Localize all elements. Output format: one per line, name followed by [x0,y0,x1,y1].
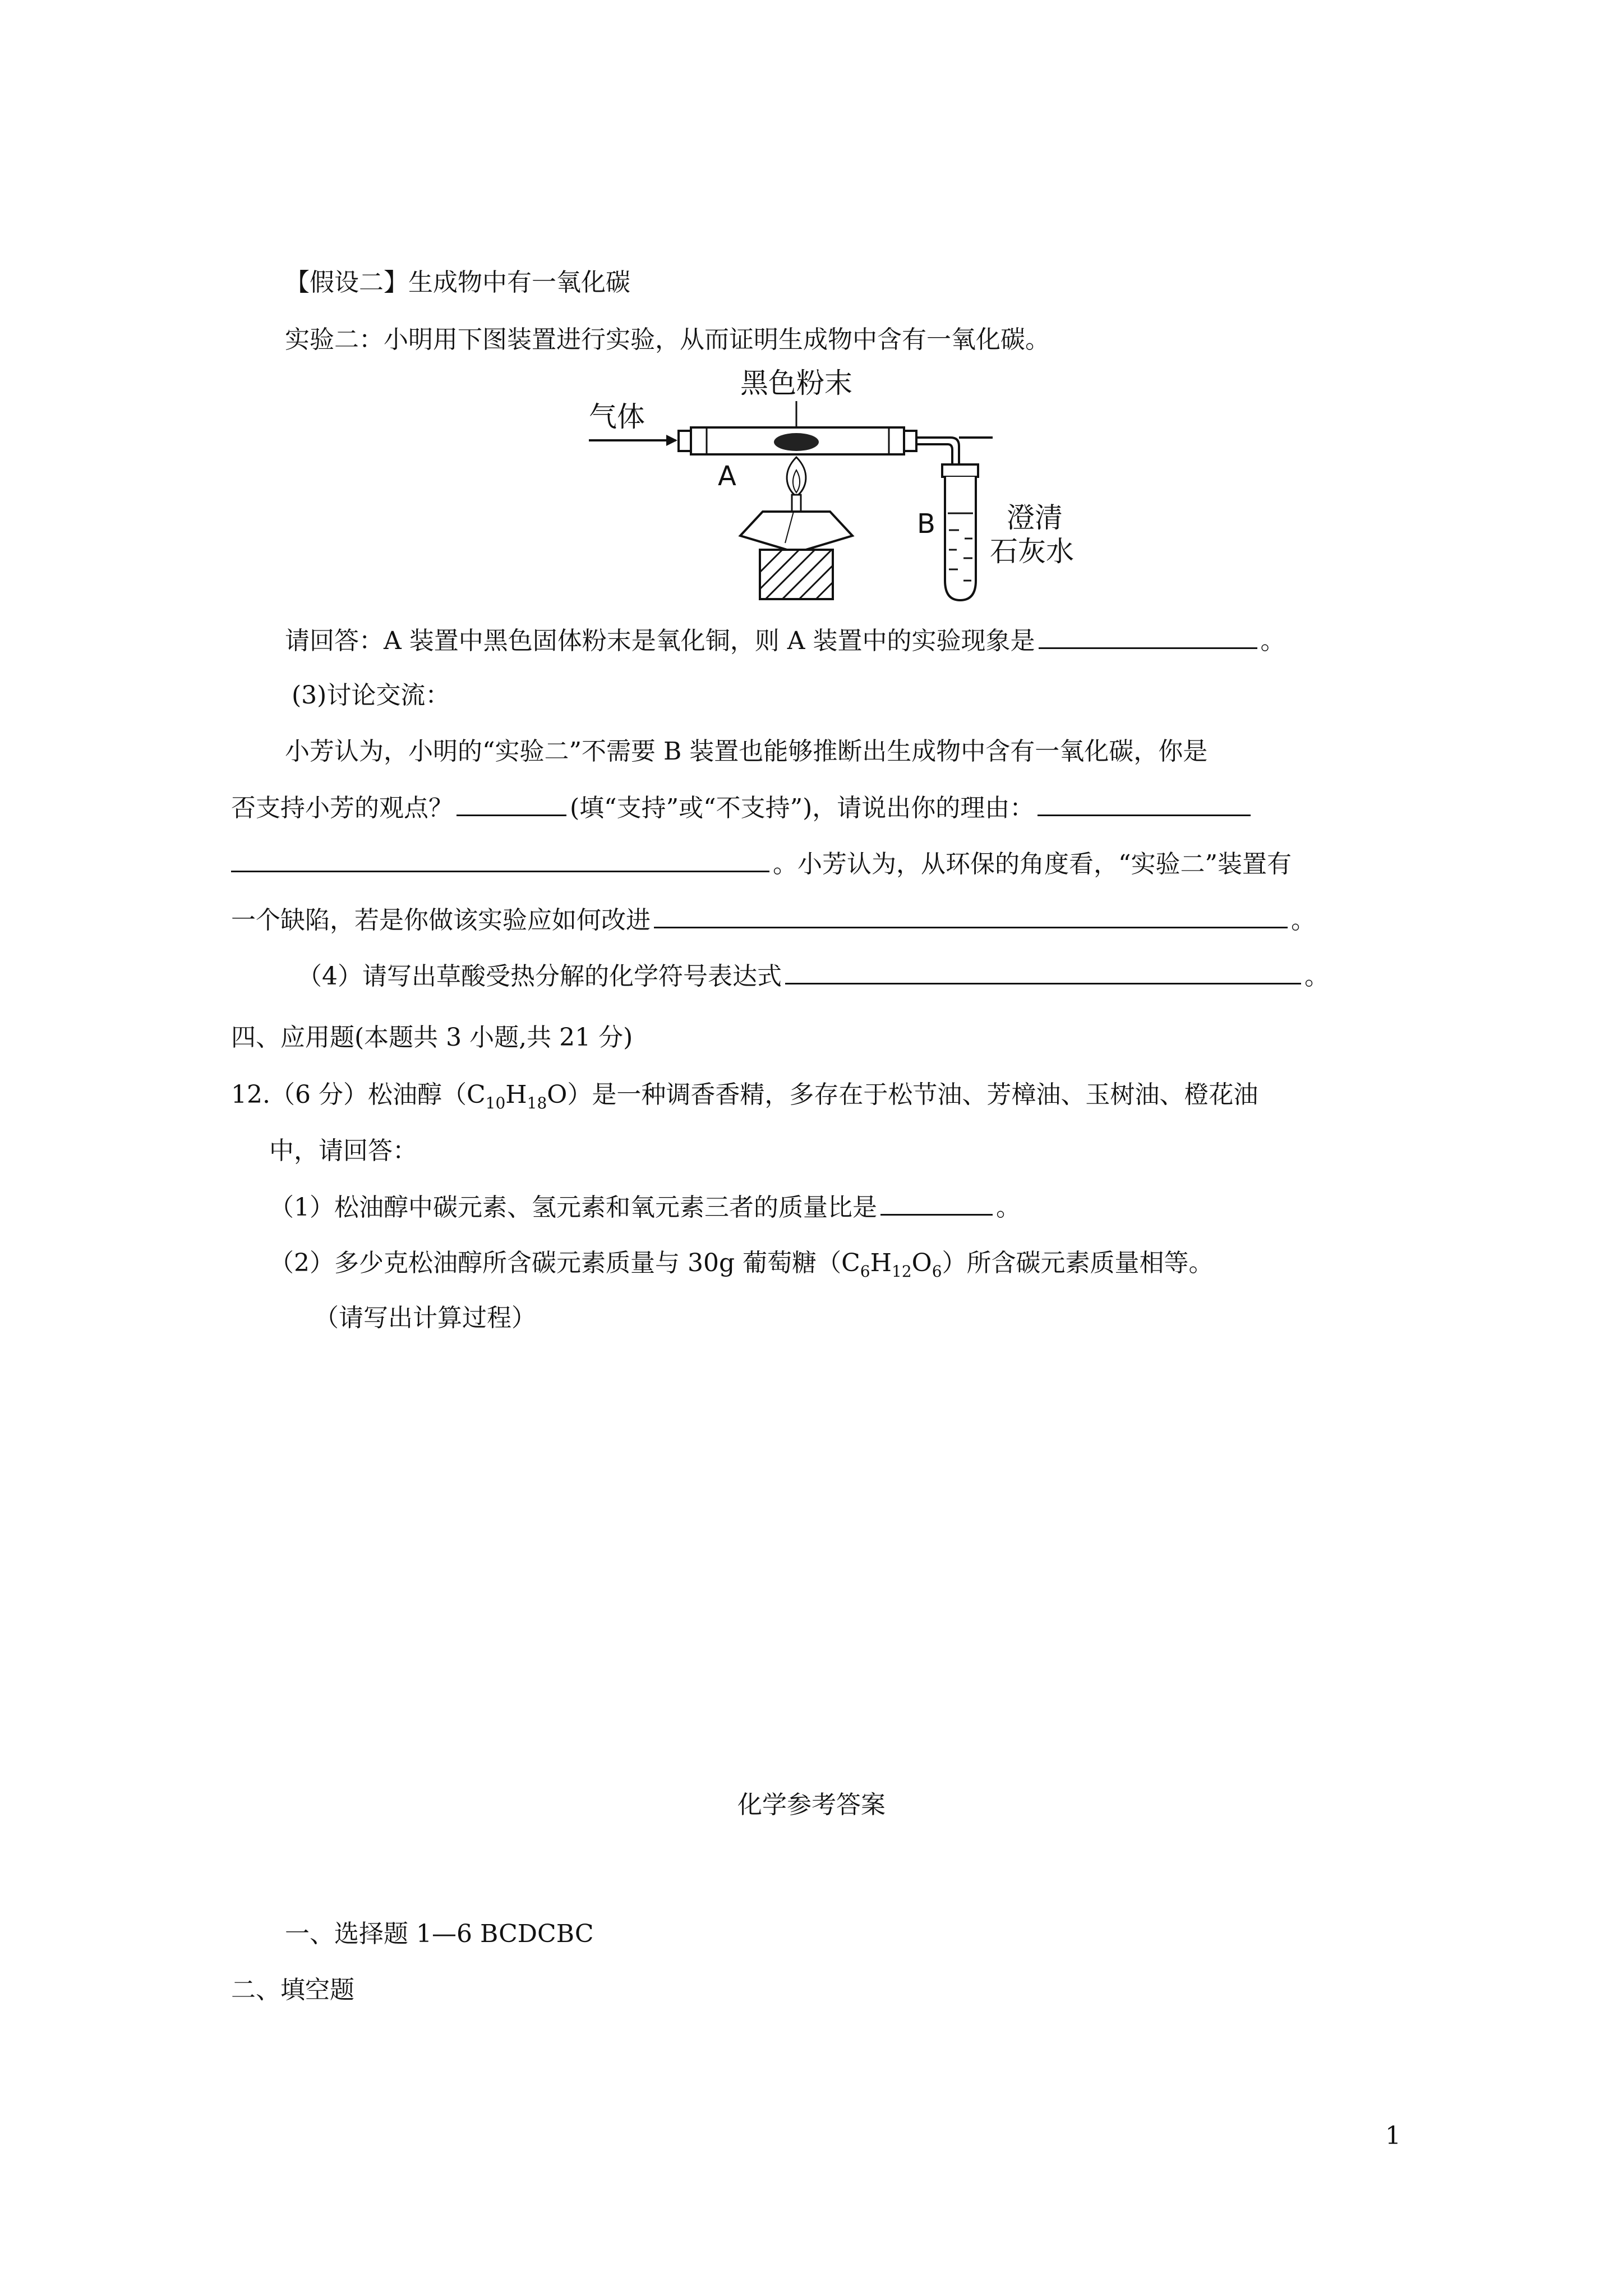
discussion-line-4-text: 一个缺陷，若是你做该实验应如何改进 [231,906,651,935]
discussion-line-2b: (填“支持”或“不支持”)，请说出你的理由： [570,794,1035,822]
stopper-right [904,431,916,451]
discussion-line-4 [231,903,1316,937]
q12-sub1: 10 [485,1093,506,1112]
stopper-left [679,431,691,451]
label-a: A [718,461,736,492]
answer-blank-support[interactable] [457,791,566,816]
question-12-note: （请写出计算过程） [314,1304,536,1332]
q12-mid1: H [505,1080,527,1109]
question-4-text: （4）请写出草酸受热分解的化学符号表达式 [297,962,782,991]
test-tube-stopper [942,464,978,477]
experiment-2-text: 实验二：小明用下图装置进行实验，从而证明生成物中含有一氧化碳。 [285,325,1050,354]
discussion-line-4-end: 。 [1291,906,1316,935]
question-12-line-2: 中，请回答： [269,1137,417,1165]
section-4-title: 四、应用题(本题共 3 小题,共 21 分) [231,1023,633,1052]
discussion-line-2a: 否支持小芳的观点？ [231,794,453,822]
answer-key-title: 化学参考答案 [737,1791,886,1819]
label-b: B [917,508,935,540]
question-3-title: (3)讨论交流： [292,681,450,710]
discussion-line-2 [231,791,1254,825]
q12-2-mid2: O [911,1249,932,1277]
question-a-line [285,624,1285,658]
discussion-line-1: 小芳认为，小明的“实验二”不需要 B 装置也能够推断出生成物中含有一氧化碳，你是 [285,737,1208,766]
alcohol-lamp [740,512,852,553]
black-powder [774,433,819,451]
q12-2-sub3: 6 [932,1262,942,1281]
question-12-1-end: 。 [996,1193,1021,1222]
question-12-1-text: （1）松油醇中碳元素、氢元素和氧元素三者的质量比是 [269,1193,877,1222]
answer-section-1: 一、选择题 1—6 BCDCBC [285,1920,594,1948]
answer-blank-a[interactable] [1039,624,1257,649]
label-black-powder: 黑色粉末 [740,367,852,399]
question-12-line-1 [231,1078,1258,1112]
apparatus-diagram [578,365,1138,606]
flame [787,457,806,496]
answer-section-2: 二、填空题 [231,1976,354,2004]
q12-2-prefix: （2）多少克松油醇所含碳元素质量与 30g 葡萄糖（C [269,1249,860,1277]
q12-2-mid1: H [870,1249,892,1277]
q12-prefix: 12.（6 分）松油醇（C [231,1080,486,1109]
answer-blank-equation[interactable] [785,959,1301,984]
question-a-text: 请回答：A 装置中黑色固体粉末是氧化铜，则 A 装置中的实验现象是 [285,627,1035,655]
discussion-line-3-text: 。小芳认为，从环保的角度看，“实验二”装置有 [773,850,1292,878]
answer-blank-improve[interactable] [654,903,1288,928]
question-a-end: 。 [1260,627,1285,655]
label-gas: 气体 [589,401,645,433]
question-12-1-line [269,1190,1021,1225]
q12-2-sub1: 6 [860,1262,870,1281]
answer-blank-reason-2[interactable] [231,847,769,872]
q12-sub2: 18 [527,1093,547,1112]
label-limewater: 石灰水 [990,535,1074,568]
page-number: 1 [1385,2122,1401,2150]
q12-rest: O）是一种调香香精，多存在于松节油、芳樟油、玉树油、橙花油 [547,1080,1258,1109]
lamp-base [760,550,833,599]
gas-arrowhead [666,435,677,446]
question-12-2-line [269,1246,1214,1280]
label-clear: 澄清 [1007,501,1063,534]
answer-blank-reason-1[interactable] [1038,791,1251,816]
q12-2-sub2: 12 [892,1262,912,1281]
question-4-end: 。 [1304,962,1329,991]
hypothesis-2-title: 【假设二】生成物中有一氧化碳 [285,268,630,297]
answer-blank-mass-ratio[interactable] [880,1190,993,1216]
q12-2-rest: ）所含碳元素质量相等。 [942,1249,1214,1277]
discussion-line-3 [231,847,1292,881]
question-4-line [297,959,1329,993]
